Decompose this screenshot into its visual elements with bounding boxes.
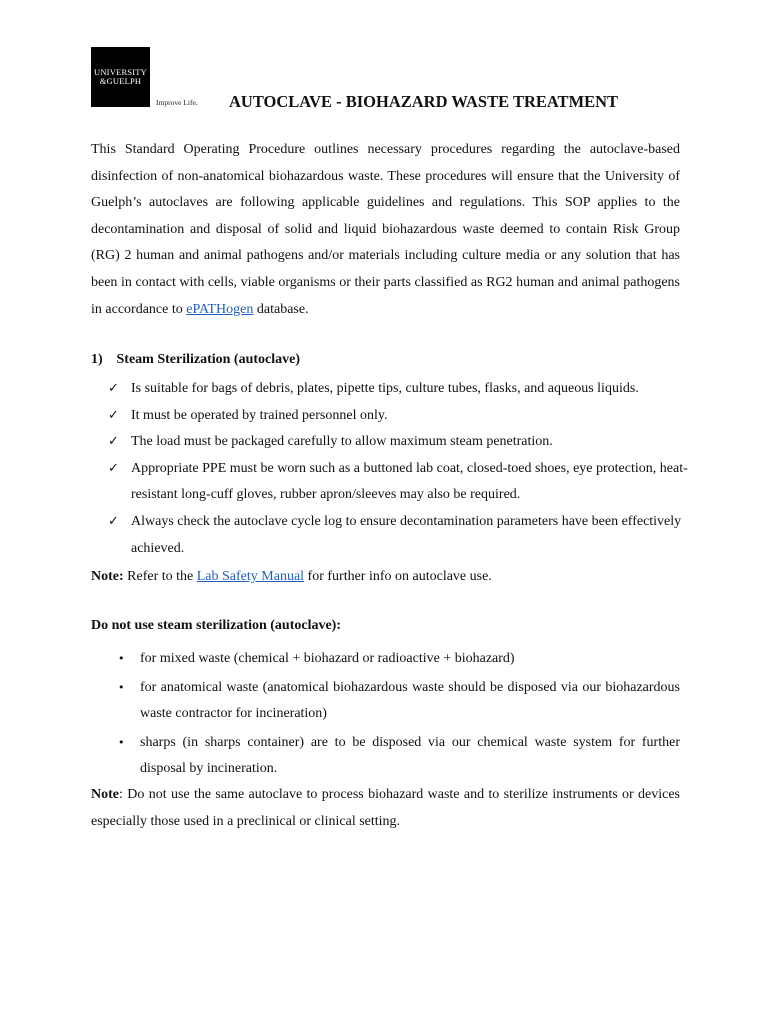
section-1-heading [91,352,300,368]
checklist-item-text: Is suitable for bags of debris, plates, pipette tips, culture tubes, flasks, and aqueous liquids. [131,381,639,396]
university-logo [91,47,150,107]
section-1-number: 1) [91,352,103,367]
prohibited-uses-list [118,646,680,785]
lab-safety-manual-link[interactable]: Lab Safety Manual [196,569,305,584]
bullet-item [118,675,680,728]
bullet-item [118,730,680,783]
intro-paragraph [91,137,680,323]
section-1-title: Steam Sterilization (autoclave) [116,352,301,367]
section-2-heading: Do not use steam sterilization (autoclave): [91,618,342,633]
bullet-icon: • [118,735,125,749]
checkmark-icon: ✓ [108,460,119,476]
logo-line-2: &GUELPH [99,76,142,86]
bullet-item [118,646,680,673]
bullet-item-text: for mixed waste (chemical + biohazard or radioactive + biohazard) [140,651,515,666]
note-2-text: : Do not use the same autoclave to process biohazard waste and to sterilize instruments or devices especially those used in a preclinical or clinical setting. [91,787,680,829]
steam-sterilization-checklist [108,376,688,562]
autoclave-note [91,564,492,590]
checkmark-icon: ✓ [108,513,119,529]
bullet-item-text: for anatomical waste (anatomical biohazardous waste should be disposed via our biohazardous waste contractor for incineration) [140,679,680,721]
checklist-item [108,509,688,562]
logo-line-1: UNIVERSITY [94,67,147,77]
checklist-item-text: Always check the autoclave cycle log to ensure decontamination parameters have been effectively achieved. [131,513,682,556]
checklist-item [108,429,688,456]
checklist-item [108,403,688,430]
checkmark-icon: ✓ [108,407,119,423]
epathogen-link[interactable]: ePATHogen [186,301,254,317]
note-text: Refer to the [123,569,197,584]
document-title: AUTOCLAVE - BIOHAZARD WASTE TREATMENT [229,92,619,111]
note-text-end: for further info on autoclave use. [304,569,492,584]
checklist-item-text: The load must be packaged carefully to allow maximum steam penetration. [131,434,553,450]
same-autoclave-note [91,781,680,835]
note-2-label: Note [91,787,119,802]
checkmark-icon: ✓ [108,434,119,450]
logo-tagline: Improve Life. [156,98,198,107]
checkmark-icon: ✓ [108,381,119,396]
bullet-icon: • [118,680,125,694]
checklist-item [108,376,688,403]
checklist-item-text: It must be operated by trained personnel only. [131,407,388,423]
note-label: Note: [91,569,124,584]
checklist-item [108,456,688,509]
bullet-item-text: sharps (in sharps container) are to be disposed via our chemical waste system for further disposal by incineration. [140,734,680,776]
checklist-item-text: Appropriate PPE must be worn such as a buttoned lab coat, closed-toed shoes, eye protection, heat-resistant long-cuff gloves, rubber apron/sleeves may also be required. [131,460,688,503]
bullet-icon: • [118,652,125,665]
intro-text-end: database. [253,301,309,317]
intro-text: This Standard Operating Procedure outlines necessary procedures regarding the autoclave-based disinfection of non-anatomical biohazardous waste. These procedures will ensure that the University of Guelph’s autoclaves are following applicable guidelines and regulations. This SOP applies to the decontamination and disposal of solid and liquid biohazardous waste deemed to contain Risk Group (RG) 2 human and animal pathogens and/or materials including culture media or any solution that has been in contact with cells, viable organisms or their parts classified as RG2 human and animal pathogens in accordance to [91,142,680,317]
